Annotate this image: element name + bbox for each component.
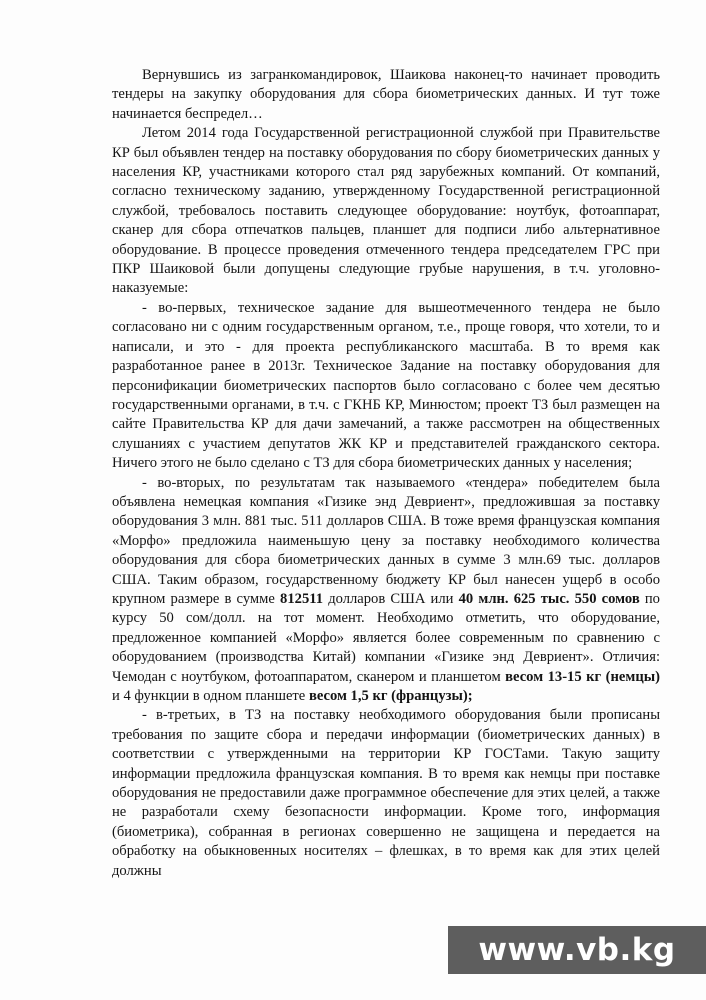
weight-french: весом 1,5 кг (французы);: [308, 688, 473, 704]
document-body: [112, 66, 660, 881]
paragraph-4: [112, 474, 660, 707]
paragraph-4-text-c: долларов США или: [323, 590, 459, 607]
paragraph-1: Вернувшись из загранкомандировок, Шаикова наконец-то начинает проводить тендеры на закупку оборудования для сбора биометрических данных. И тут тоже начинается беспредел…: [112, 67, 660, 122]
damage-som: 40 млн. 625 тыс. 550 сомов: [458, 590, 640, 607]
paragraph-3: - во-первых, техническое задание для вышеотмеченного тендера не было согласовано ни с одним государственным органом, т.е., проще говоря, что хотели, то и написали, и это - для проекта республиканского масштаба. В то время как разработанное ранее в 2013г. Техническое Задание на поставку оборудования для персонификации биометрических паспортов было согласовано с более чем десятью государственными органами, в т.ч. с ГКНБ КР, Минюстом; проект ТЗ был размещен на сайте Правительства КР для дачи замечаний, а также рассмотрен на общественных слушаниях с участием депутатов ЖК КР и представителей гражданского сектора. Ничего этого не было сделано с ТЗ для сбора биометрических данных у населения;: [112, 299, 660, 472]
damage-usd: 812511: [280, 590, 324, 607]
paragraph-4-text-a: - во-вторых, по результатам так называемого «тендера» победителем была объявлена немецкая компания «Гизике энд Девриент», предложившая за поставку оборудования 3 млн. 881 тыс. 511 долларов США. В тоже время французская компания «Морфо» предложила наименьшую цену за поставку необходимого количества оборудования для сбора биометрических данных в сумме 3 млн.69 тыс. долларов США. Таким образом, государственному бюджету КР был нанесен ущерб в особо крупном размере в сумме: [112, 474, 660, 607]
weight-germans: весом 13-15 кг (немцы): [505, 668, 660, 685]
site-watermark: www.vb.kg: [448, 926, 706, 974]
paragraph-2: Летом 2014 года Государственной регистрационной службой при Правительстве КР был объявлен тендер на поставку оборудования по сбору биометрических данных у населения КР, участниками которого стал ряд зарубежных компаний. От компаний, согласно техническому заданию, утвержденному Государственной регистрационной службой, требовалось поставить следующее оборудование: ноутбук, фотоаппарат, сканер для сбора отпечатков пальцев, планшет для подписи либо альтернативное оборудование. В процессе проведения отмеченного тендера председателем ГРС при ПКР Шаиковой были допущены следующие грубые нарушения, в т.ч. уголовно-наказуемые:: [112, 125, 660, 297]
paragraph-4-text-d: по курсу 50 сом/долл. на тот момент. Необходимо отметить, что оборудование, предложенное компанией «Морфо» является более современным по сравнению с оборудованием (производства Китай) компании «Гизике энд Девриент». Отличия: Чемодан с ноутбуком, фотоаппаратом, сканером и планшетом: [112, 590, 660, 685]
paragraph-4-text-e: и 4 функции в одном планшете: [112, 688, 309, 704]
paragraph-5: - в-третьих, в ТЗ на поставку необходимого оборудования были прописаны требования по защите сбора и передачи информации (биометрических данных) в соответствии с утвержденными на территории КР ГОСТами. Такую защиту информации предложила французская компания. В то время как немцы при поставке оборудования не предоставили даже программное обеспечение для этих целей, а также не разработали схему безопасности информации. Кроме того, информация (биометрика), собранная в регионах совершенно не защищена и передается на обработку на обыкновенных носителях – флешках, в то время как для этих целей должны: [112, 707, 660, 879]
